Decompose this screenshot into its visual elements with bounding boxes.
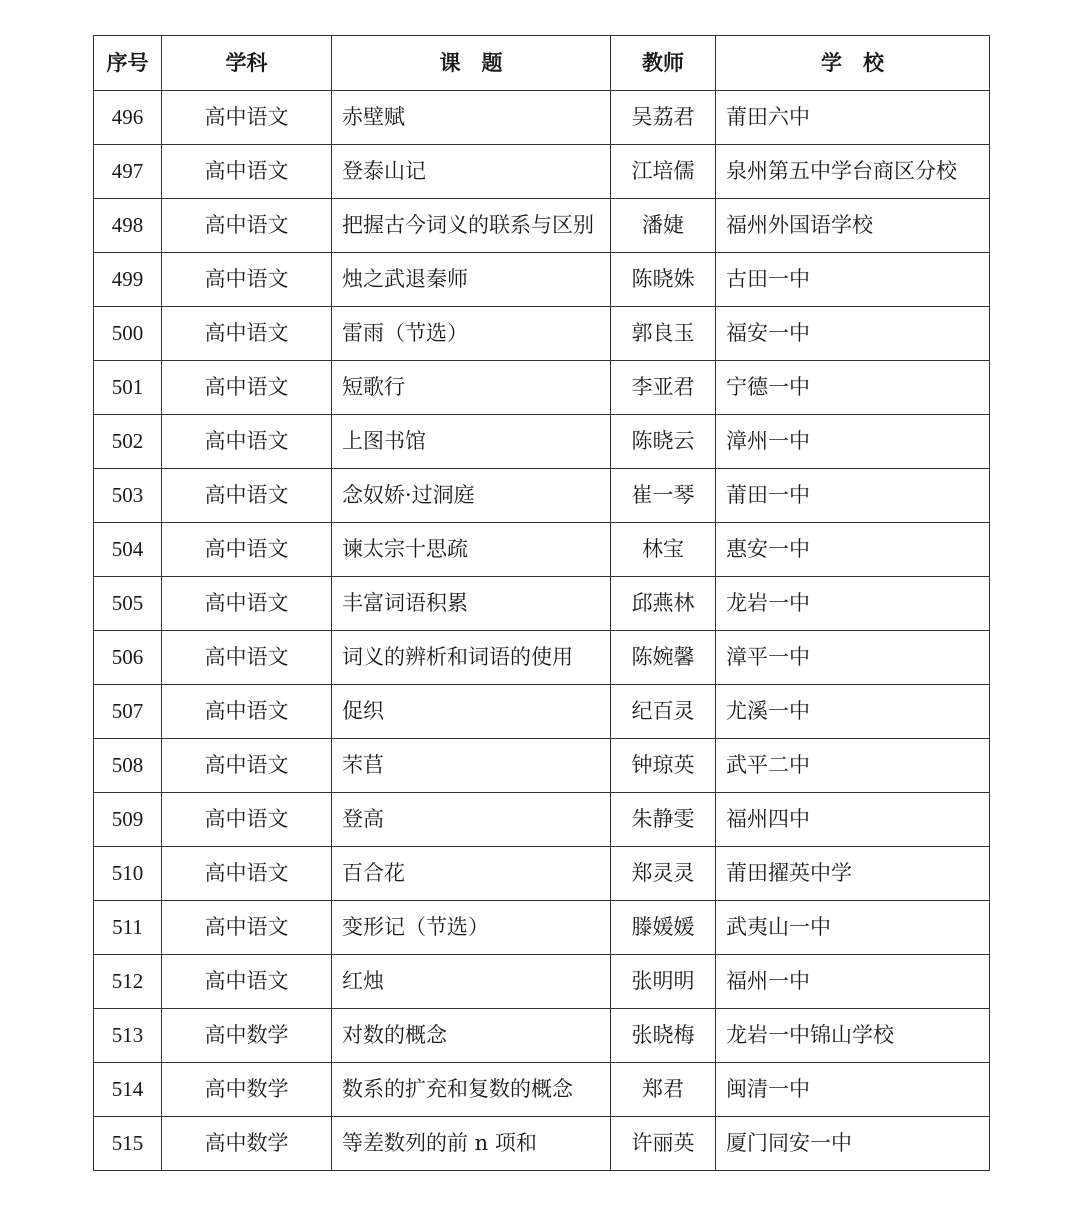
cell-school: 福安一中 [716,307,990,361]
cell-teacher: 钟琼英 [611,739,716,793]
cell-teacher: 陈婉馨 [611,631,716,685]
cell-serial-no: 504 [94,523,162,577]
cell-school: 尤溪一中 [716,685,990,739]
cell-school: 闽清一中 [716,1063,990,1117]
header-school: 学 校 [716,36,990,91]
cell-teacher: 郑灵灵 [611,847,716,901]
cell-subject: 高中数学 [162,1117,332,1171]
cell-topic: 促织 [332,685,611,739]
cell-school: 龙岩一中锦山学校 [716,1009,990,1063]
cell-topic: 雷雨（节选） [332,307,611,361]
table-row [94,253,990,307]
cell-subject: 高中语文 [162,577,332,631]
table-row [94,901,990,955]
cell-serial-no: 503 [94,469,162,523]
cell-serial-no: 515 [94,1117,162,1171]
header-subject: 学科 [162,36,332,91]
cell-subject: 高中语文 [162,631,332,685]
cell-teacher: 张明明 [611,955,716,1009]
cell-subject: 高中语文 [162,199,332,253]
cell-topic: 变形记（节选） [332,901,611,955]
table-row [94,793,990,847]
cell-subject: 高中语文 [162,523,332,577]
cell-topic: 把握古今词义的联系与区别 [332,199,611,253]
cell-subject: 高中语文 [162,793,332,847]
cell-topic: 登泰山记 [332,145,611,199]
table-row [94,1063,990,1117]
table-row [94,577,990,631]
cell-school: 福州一中 [716,955,990,1009]
cell-topic: 烛之武退秦师 [332,253,611,307]
cell-teacher: 陈晓云 [611,415,716,469]
course-table [93,35,990,1171]
table-row [94,415,990,469]
cell-topic: 芣苢 [332,739,611,793]
cell-serial-no: 496 [94,91,162,145]
cell-topic: 赤壁赋 [332,91,611,145]
cell-serial-no: 498 [94,199,162,253]
cell-subject: 高中数学 [162,1063,332,1117]
cell-serial-no: 499 [94,253,162,307]
table-row [94,91,990,145]
cell-teacher: 纪百灵 [611,685,716,739]
cell-school: 厦门同安一中 [716,1117,990,1171]
cell-school: 莆田擢英中学 [716,847,990,901]
cell-subject: 高中语文 [162,307,332,361]
cell-serial-no: 500 [94,307,162,361]
cell-teacher: 朱静雯 [611,793,716,847]
cell-topic: 数系的扩充和复数的概念 [332,1063,611,1117]
header-serial-no: 序号 [94,36,162,91]
cell-teacher: 江培儒 [611,145,716,199]
cell-teacher: 崔一琴 [611,469,716,523]
cell-topic: 念奴娇·过洞庭 [332,469,611,523]
cell-topic: 词义的辨析和词语的使用 [332,631,611,685]
cell-topic: 对数的概念 [332,1009,611,1063]
cell-serial-no: 511 [94,901,162,955]
table-row [94,1117,990,1171]
cell-serial-no: 510 [94,847,162,901]
header-topic: 课 题 [332,36,611,91]
table-header-row [94,36,990,91]
cell-serial-no: 514 [94,1063,162,1117]
cell-teacher: 林宝 [611,523,716,577]
table-row [94,469,990,523]
cell-topic: 红烛 [332,955,611,1009]
cell-subject: 高中语文 [162,739,332,793]
cell-serial-no: 505 [94,577,162,631]
cell-subject: 高中语文 [162,145,332,199]
cell-school: 泉州第五中学台商区分校 [716,145,990,199]
table-row [94,199,990,253]
cell-school: 福州外国语学校 [716,199,990,253]
cell-topic: 登高 [332,793,611,847]
cell-serial-no: 509 [94,793,162,847]
cell-serial-no: 508 [94,739,162,793]
cell-teacher: 郭良玉 [611,307,716,361]
cell-school: 宁德一中 [716,361,990,415]
cell-topic: 丰富词语积累 [332,577,611,631]
cell-teacher: 李亚君 [611,361,716,415]
cell-school: 莆田六中 [716,91,990,145]
table-row [94,361,990,415]
table-body [94,91,990,1171]
cell-serial-no: 513 [94,1009,162,1063]
cell-school: 古田一中 [716,253,990,307]
cell-school: 漳州一中 [716,415,990,469]
table-row [94,523,990,577]
cell-subject: 高中语文 [162,91,332,145]
cell-topic: 等差数列的前 n 项和 [332,1117,611,1171]
table-row [94,739,990,793]
cell-school: 武夷山一中 [716,901,990,955]
table-row [94,631,990,685]
table-row [94,145,990,199]
cell-teacher: 吴荔君 [611,91,716,145]
cell-serial-no: 497 [94,145,162,199]
cell-topic: 谏太宗十思疏 [332,523,611,577]
cell-teacher: 郑君 [611,1063,716,1117]
cell-school: 漳平一中 [716,631,990,685]
cell-school: 龙岩一中 [716,577,990,631]
table-row [94,1009,990,1063]
cell-subject: 高中语文 [162,361,332,415]
header-teacher: 教师 [611,36,716,91]
cell-topic: 短歌行 [332,361,611,415]
cell-school: 莆田一中 [716,469,990,523]
table-row [94,307,990,361]
cell-school: 福州四中 [716,793,990,847]
cell-teacher: 许丽英 [611,1117,716,1171]
cell-subject: 高中语文 [162,415,332,469]
cell-school: 惠安一中 [716,523,990,577]
cell-serial-no: 501 [94,361,162,415]
table-row [94,847,990,901]
cell-serial-no: 507 [94,685,162,739]
cell-serial-no: 502 [94,415,162,469]
table-row [94,685,990,739]
cell-teacher: 邱燕林 [611,577,716,631]
cell-serial-no: 506 [94,631,162,685]
cell-teacher: 潘婕 [611,199,716,253]
cell-teacher: 张晓梅 [611,1009,716,1063]
cell-subject: 高中语文 [162,847,332,901]
cell-subject: 高中语文 [162,685,332,739]
cell-subject: 高中语文 [162,901,332,955]
cell-serial-no: 512 [94,955,162,1009]
table-row [94,955,990,1009]
cell-topic: 百合花 [332,847,611,901]
cell-subject: 高中语文 [162,469,332,523]
cell-teacher: 滕媛媛 [611,901,716,955]
cell-topic: 上图书馆 [332,415,611,469]
cell-subject: 高中数学 [162,1009,332,1063]
cell-subject: 高中语文 [162,955,332,1009]
cell-subject: 高中语文 [162,253,332,307]
cell-school: 武平二中 [716,739,990,793]
cell-teacher: 陈晓姝 [611,253,716,307]
